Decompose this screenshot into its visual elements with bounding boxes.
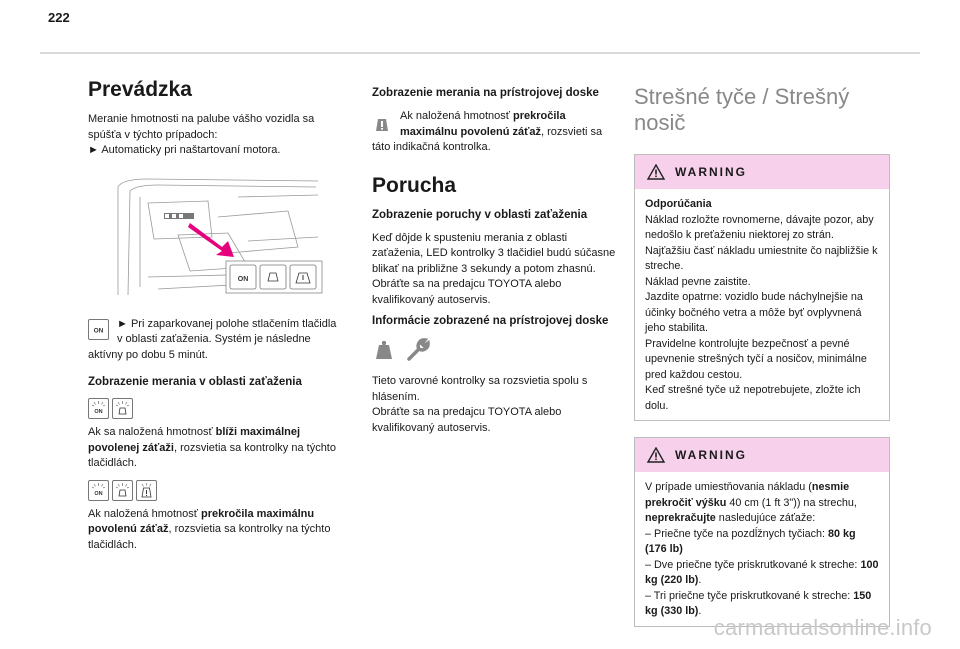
section-title-operation: Prevádzka bbox=[88, 78, 192, 101]
overload-warning-icon bbox=[372, 113, 392, 138]
approach-limit-buttons bbox=[88, 398, 338, 419]
warning-triangle-icon bbox=[647, 447, 665, 463]
on-lit-icon bbox=[88, 480, 109, 501]
on-lit-icon bbox=[88, 398, 109, 419]
warning-triangle-icon bbox=[647, 164, 665, 180]
section-title-fault: Porucha bbox=[372, 173, 457, 197]
svg-text:ON: ON bbox=[94, 490, 103, 497]
warning-box-recommendations bbox=[634, 154, 890, 421]
load-weight-icon bbox=[372, 337, 398, 368]
svg-text:ON: ON bbox=[94, 409, 103, 415]
warning-body: Odporúčania Náklad rozložte rovnomerne, dávajte pozor, aby nedošlo k preťaženiu niektorej zo strán. Najťažšiu časť nákladu umiestnite čo najbližšie k streche. Náklad pevne zaistite. Jazdite opatrne: vozidlo bude náchylnejšie na účinky bočného vetra a môže byť ovplyvnená jeho stabilita. Pravidelne kontrolujte bezpečnosť a pevné upevnenie strešných tyčí a nosičov, minimálne pred každou cestou. Keď strešné tyče už nepotrebujete, zložte ich dolu. bbox=[645, 198, 878, 412]
column-roof-bars bbox=[634, 84, 890, 643]
subheading-fault-load-area: Zobrazenie poruchy v oblasti zaťaženia bbox=[372, 208, 588, 221]
top-divider bbox=[40, 52, 920, 54]
svg-text:ON: ON bbox=[93, 327, 104, 334]
overload-lit-icon bbox=[136, 480, 157, 501]
fault-text: Keď dôjde k spusteniu merania z oblasti zaťaženia, LED kontrolky 3 tlačidiel budú súčasne blikať na približne 3 sekundy a potom zhasnú. Obráťte sa na predajcu TOYOTA alebo kvalifikovaný autoservis. bbox=[372, 231, 616, 306]
load-lit-icon bbox=[112, 480, 133, 501]
page-number: 222 bbox=[48, 10, 70, 25]
column-dashboard-fault bbox=[372, 86, 620, 442]
approach-limit-text: Ak sa naložená hmotnosť blíži maximálnej povolenej záťaži, rozsvietia sa kontrolky na týchto tlačidlách. bbox=[88, 426, 336, 469]
section-title-roof-bars: Strešné tyče / Strešný nosič bbox=[634, 84, 850, 135]
exceeded-limit-buttons bbox=[88, 480, 338, 501]
on-button-icon bbox=[88, 319, 109, 340]
dashboard-info-text: Tieto varovné kontrolky sa rozsvietia spolu s hlásením. Obráťte sa na predajcu TOYOTA alebo kvalifikovaný autoservis. bbox=[372, 375, 588, 434]
dashboard-warning-icons bbox=[372, 337, 620, 368]
load-lit-icon bbox=[112, 398, 133, 419]
subheading-load-area-display: Zobrazenie merania v oblasti zaťaženia bbox=[88, 376, 302, 388]
watermark: carmanualsonline.info bbox=[713, 615, 932, 640]
warning-box-load-limits bbox=[634, 437, 890, 627]
warning-label: WARNING bbox=[675, 165, 747, 179]
park-press-text: ► Pri zaparkovanej polohe stlačením tlačidla v oblasti zaťaženia. Systém je následne aktívny po dobu 5 minút. bbox=[88, 317, 337, 361]
wrench-icon bbox=[404, 337, 430, 368]
svg-text:ON: ON bbox=[237, 275, 249, 283]
load-area-illustration bbox=[88, 177, 328, 303]
dashboard-overload-text: Ak naložená hmotnosť prekročila maximálnu povolenú záťaž, rozsvieti sa táto indikačná kontrolka. bbox=[372, 110, 603, 153]
warning-body: V prípade umiestňovania nákladu (nesmie prekročiť výšku 40 cm (1 ft 3")) na strechu, neprekračujte nasledujúce záťaže: – Priečne tyče na pozdĺžnych tyčiach: 80 kg (176 lb) – Dve priečne tyče priskrutkované k streche: 100 kg (220 lb). – Tri priečne tyče priskrutkované k streche: 150 kg (330 lb). bbox=[645, 481, 879, 617]
column-operation bbox=[88, 78, 338, 559]
exceeded-limit-text: Ak naložená hmotnosť prekročila maximálnu povolenú záťaž, rozsvietia sa kontrolky na týchto tlačidlách. bbox=[88, 507, 331, 551]
subheading-dashboard-info: Informácie zobrazené na prístrojovej doske bbox=[372, 315, 609, 327]
warning-header bbox=[635, 438, 889, 472]
intro-text: Meranie hmotnosti na palube vášho vozidla sa spúšťa v týchto prípadoch: ► Automaticky pri naštartovaní motora. bbox=[88, 113, 315, 156]
warning-label: WARNING bbox=[675, 448, 747, 462]
subheading-dashboard-display: Zobrazenie merania na prístrojovej doske bbox=[372, 87, 599, 99]
warning-header bbox=[635, 155, 889, 189]
